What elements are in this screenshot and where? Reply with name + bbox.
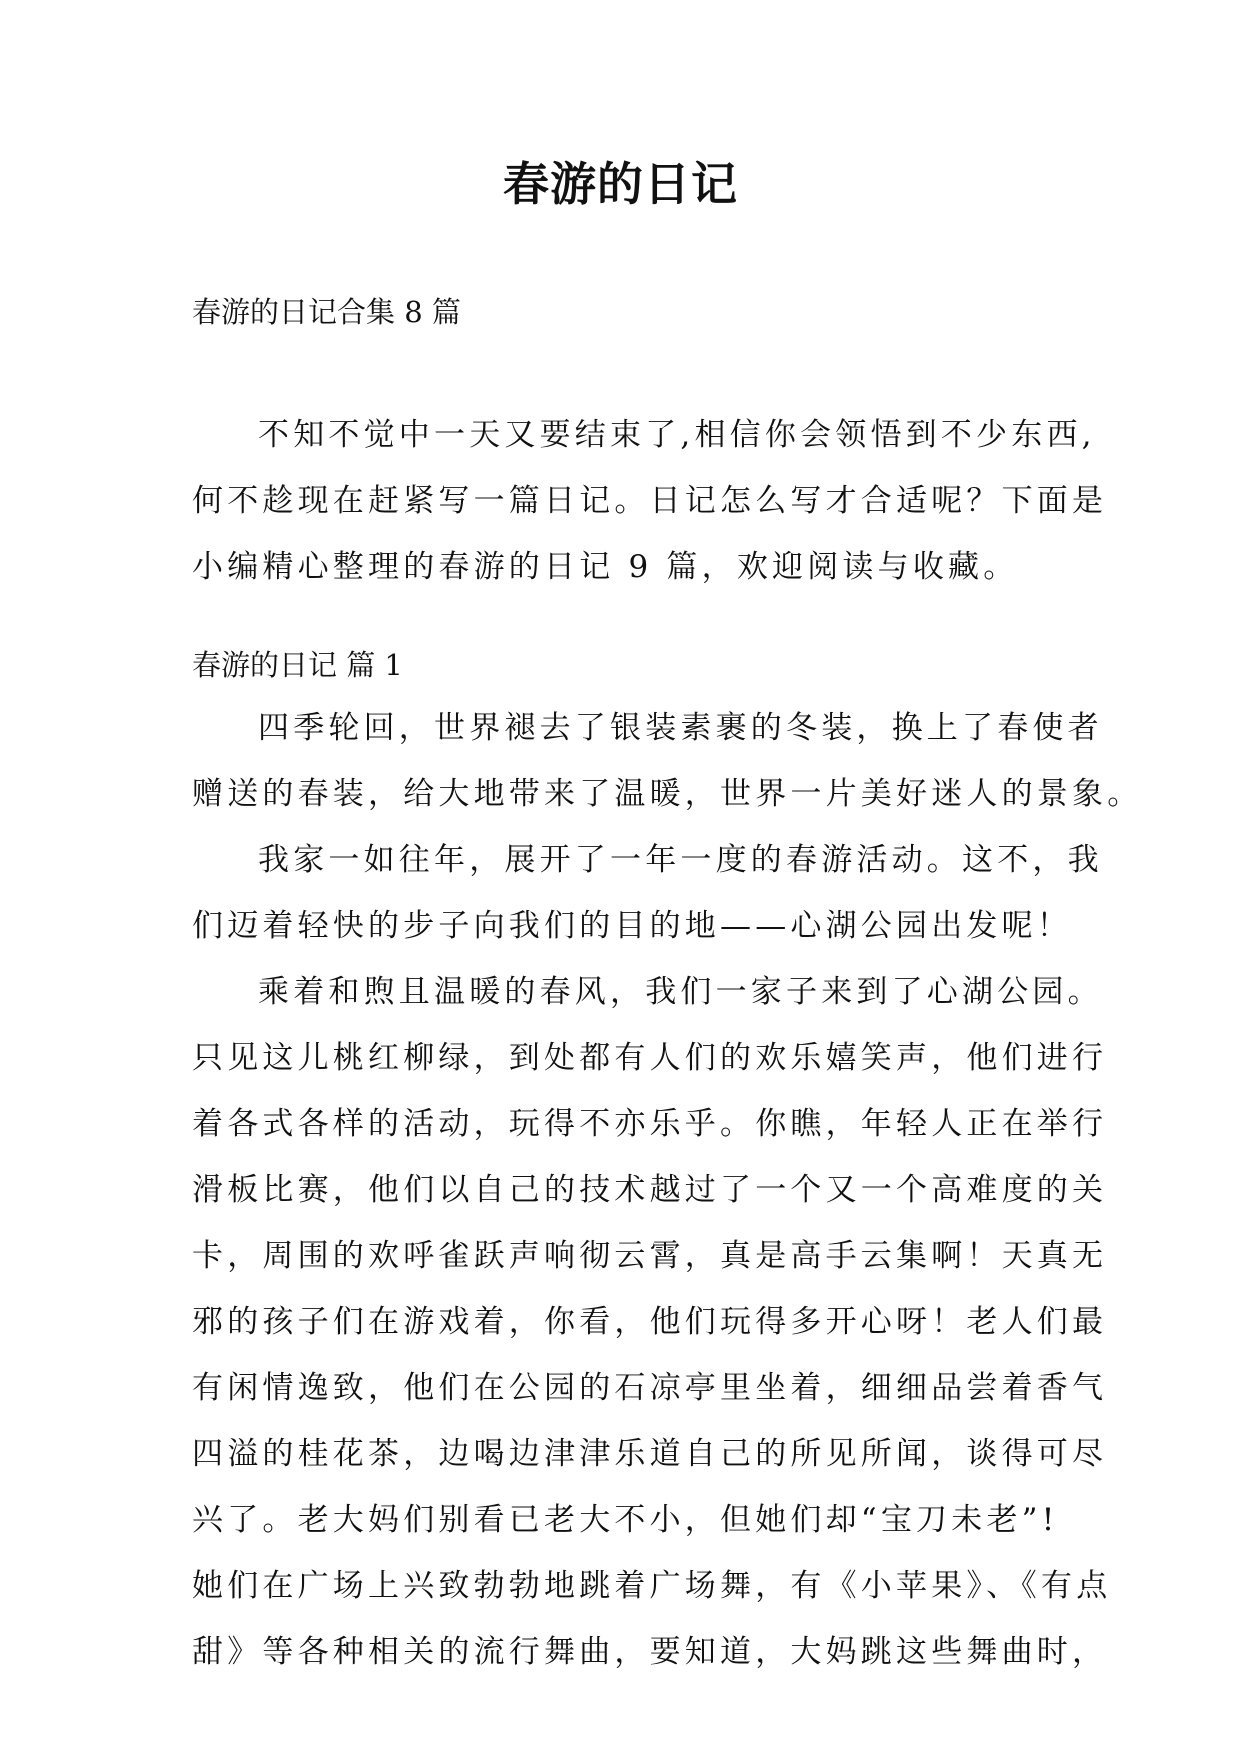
body-line: 我家一如往年，展开了一年一度的春游活动。这不，我 <box>258 842 1103 878</box>
body-line: 邪的孩子们在游戏着，你看，他们玩得多开心呀！老人们最 <box>192 1304 1108 1340</box>
body-line: 着各式各样的活动，玩得不亦乐乎。你瞧，年轻人正在举行 <box>192 1106 1108 1142</box>
body-line: 赠送的春装，给大地带来了温暖，世界一片美好迷人的景象。 <box>192 776 1143 812</box>
body-line: 只见这儿桃红柳绿，到处都有人们的欢乐嬉笑声，他们进行 <box>192 1040 1108 1076</box>
body-line: 四季轮回，世界褪去了银装素裹的冬装，换上了春使者 <box>258 710 1103 746</box>
body-line: 四溢的桂花茶，边喝边津津乐道自己的所见所闻，谈得可尽 <box>192 1436 1108 1472</box>
intro-line: 何不趁现在赶紧写一篇日记。日记怎么写才合适呢？下面是 <box>192 483 1108 519</box>
body-line: 滑板比赛，他们以自己的技术越过了一个又一个高难度的关 <box>192 1172 1108 1208</box>
body-line: 卡，周围的欢呼雀跃声响彻云霄，真是高手云集啊！天真无 <box>192 1238 1108 1274</box>
body-line: 甜》等各种相关的流行舞曲，要知道，大妈跳这些舞曲时， <box>192 1634 1108 1670</box>
intro-paragraph <box>192 402 1108 600</box>
section-heading: 春游的日记 篇 1 <box>192 648 403 682</box>
intro-line: 不知不觉中一天又要结束了,相信你会领悟到不少东西, <box>258 417 1096 453</box>
body-line: 们迈着轻快的步子向我们的目的地——心湖公园出发呢！ <box>192 908 1072 944</box>
body-line: 兴了。老大妈们别看已老大不小，但她们却“宝刀未老”! <box>192 1502 1059 1538</box>
body-text <box>192 695 1143 1685</box>
body-line: 乘着和煦且温暖的春风，我们一家子来到了心湖公园。 <box>258 974 1103 1010</box>
intro-line: 小编精心整理的春游的日记 9 篇，欢迎阅读与收藏。 <box>192 549 1019 585</box>
body-line: 她们在广场上兴致勃勃地跳着广场舞，有《小苹果》、《有点 <box>192 1568 1112 1604</box>
collection-subtitle: 春游的日记合集 8 篇 <box>192 295 461 329</box>
document-title: 春游的日记 <box>503 157 738 211</box>
body-line: 有闲情逸致，他们在公园的石凉亭里坐着，细细品尝着香气 <box>192 1370 1108 1406</box>
